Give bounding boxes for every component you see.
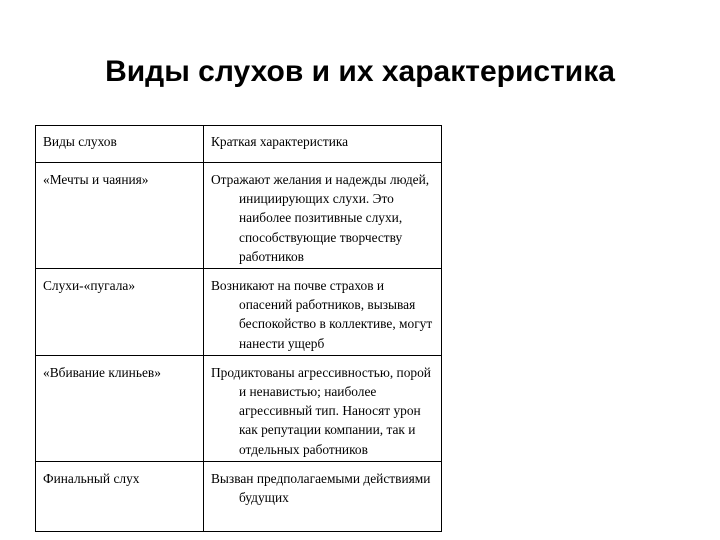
rumor-type-cell: «Вбивание клиньев» [36,355,204,461]
rumor-description-cell: Продиктованы агрессивностью, порой и ненавистью; наиболее агрессивный тип. Наносят урон как репутации компании, так и отдельных работников [204,355,442,461]
header-cell-type: Виды слухов [36,126,204,163]
rumor-type-cell: Финальный слух [36,461,204,531]
table-row [36,461,442,531]
rumor-description-cell: Вызван предполагаемыми действиями будущих [204,461,442,531]
table-row [36,269,442,356]
header-cell-description: Краткая характеристика [204,126,442,163]
rumor-description-cell: Возникают на почве страхов и опасений работников, вызывая беспокойство в коллективе, могут нанести ущерб [204,269,442,356]
table-row [36,355,442,461]
slide-title: Виды слухов и их характеристика [105,55,615,88]
rumor-type-cell: Слухи-«пугала» [36,269,204,356]
table-header-row [36,126,442,163]
rumor-description-cell: Отражают желания и надежды людей, инициирующих слухи. Это наиболее позитивные слухи, способствующие творчеству работников [204,163,442,269]
table-row [36,163,442,269]
rumor-types-table [35,125,442,532]
rumor-type-cell: «Мечты и чаяния» [36,163,204,269]
